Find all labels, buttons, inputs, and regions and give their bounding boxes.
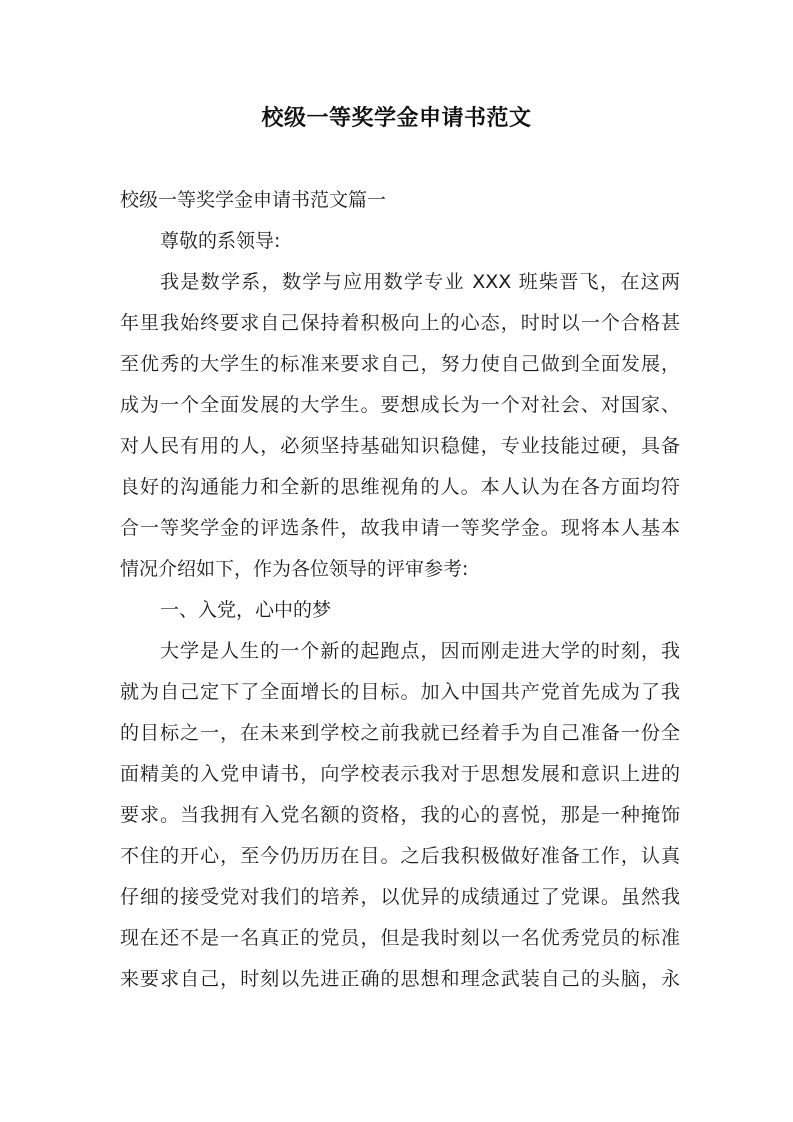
paragraph-line: 我是数学系，数学与应用数学专业 XXX 班柴晋飞，在这两: [160, 271, 680, 293]
document-body: [120, 180, 680, 1000]
paragraph-line: 年里我始终要求自己保持着积极向上的心态，时时以一个合格甚: [120, 312, 680, 334]
paragraph-line: 对人民有用的人，必须坚持基础知识稳健，专业技能过硬，具备: [120, 435, 680, 457]
paragraph-line: 情况介绍如下，作为各位领导的评审参考:: [120, 558, 469, 580]
paragraph-line: 成为一个全面发展的大学生。要想成长为一个对社会、对国家、: [120, 394, 680, 416]
document-title: 校级一等奖学金申请书范文: [261, 106, 532, 131]
paragraph-line: 至优秀的大学生的标准来要求自己，努力使自己做到全面发展，: [120, 353, 680, 375]
section-line: 的目标之一，在未来到学校之前我就已经着手为自己准备一份全: [120, 722, 680, 744]
section-line: 面精美的入党申请书，向学校表示我对于思想发展和意识上进的: [120, 763, 680, 785]
paragraph-line: 合一等奖学金的评选条件，故我申请一等奖学金。现将本人基本: [120, 517, 680, 539]
section-line: 大学是人生的一个新的起跑点，因而刚走进大学的时刻，我: [160, 640, 680, 662]
greeting: 尊敬的系领导:: [160, 230, 281, 252]
document-subtitle: 校级一等奖学金申请书范文篇一: [120, 189, 387, 211]
section-heading: 一、入党，心中的梦: [160, 599, 332, 621]
paragraph-line: 良好的沟通能力和全新的思维视角的人。本人认为在各方面均符: [120, 476, 680, 498]
section-line: 就为自己定下了全面增长的目标。加入中国共产党首先成为了我: [120, 681, 680, 703]
section-line: 仔细的接受党对我们的培养，以优异的成绩通过了党课。虽然我: [120, 886, 680, 908]
section-line: 不住的开心，至今仍历历在目。之后我积极做好准备工作，认真: [120, 845, 680, 867]
section-line: 要求。当我拥有入党名额的资格，我的心的喜悦，那是一种掩饰: [120, 804, 680, 826]
section-line: 现在还不是一名真正的党员，但是我时刻以一名优秀党员的标准: [120, 927, 680, 949]
section-line: 来要求自己，时刻以先进正确的思想和理念武装自己的头脑，永: [120, 968, 680, 990]
